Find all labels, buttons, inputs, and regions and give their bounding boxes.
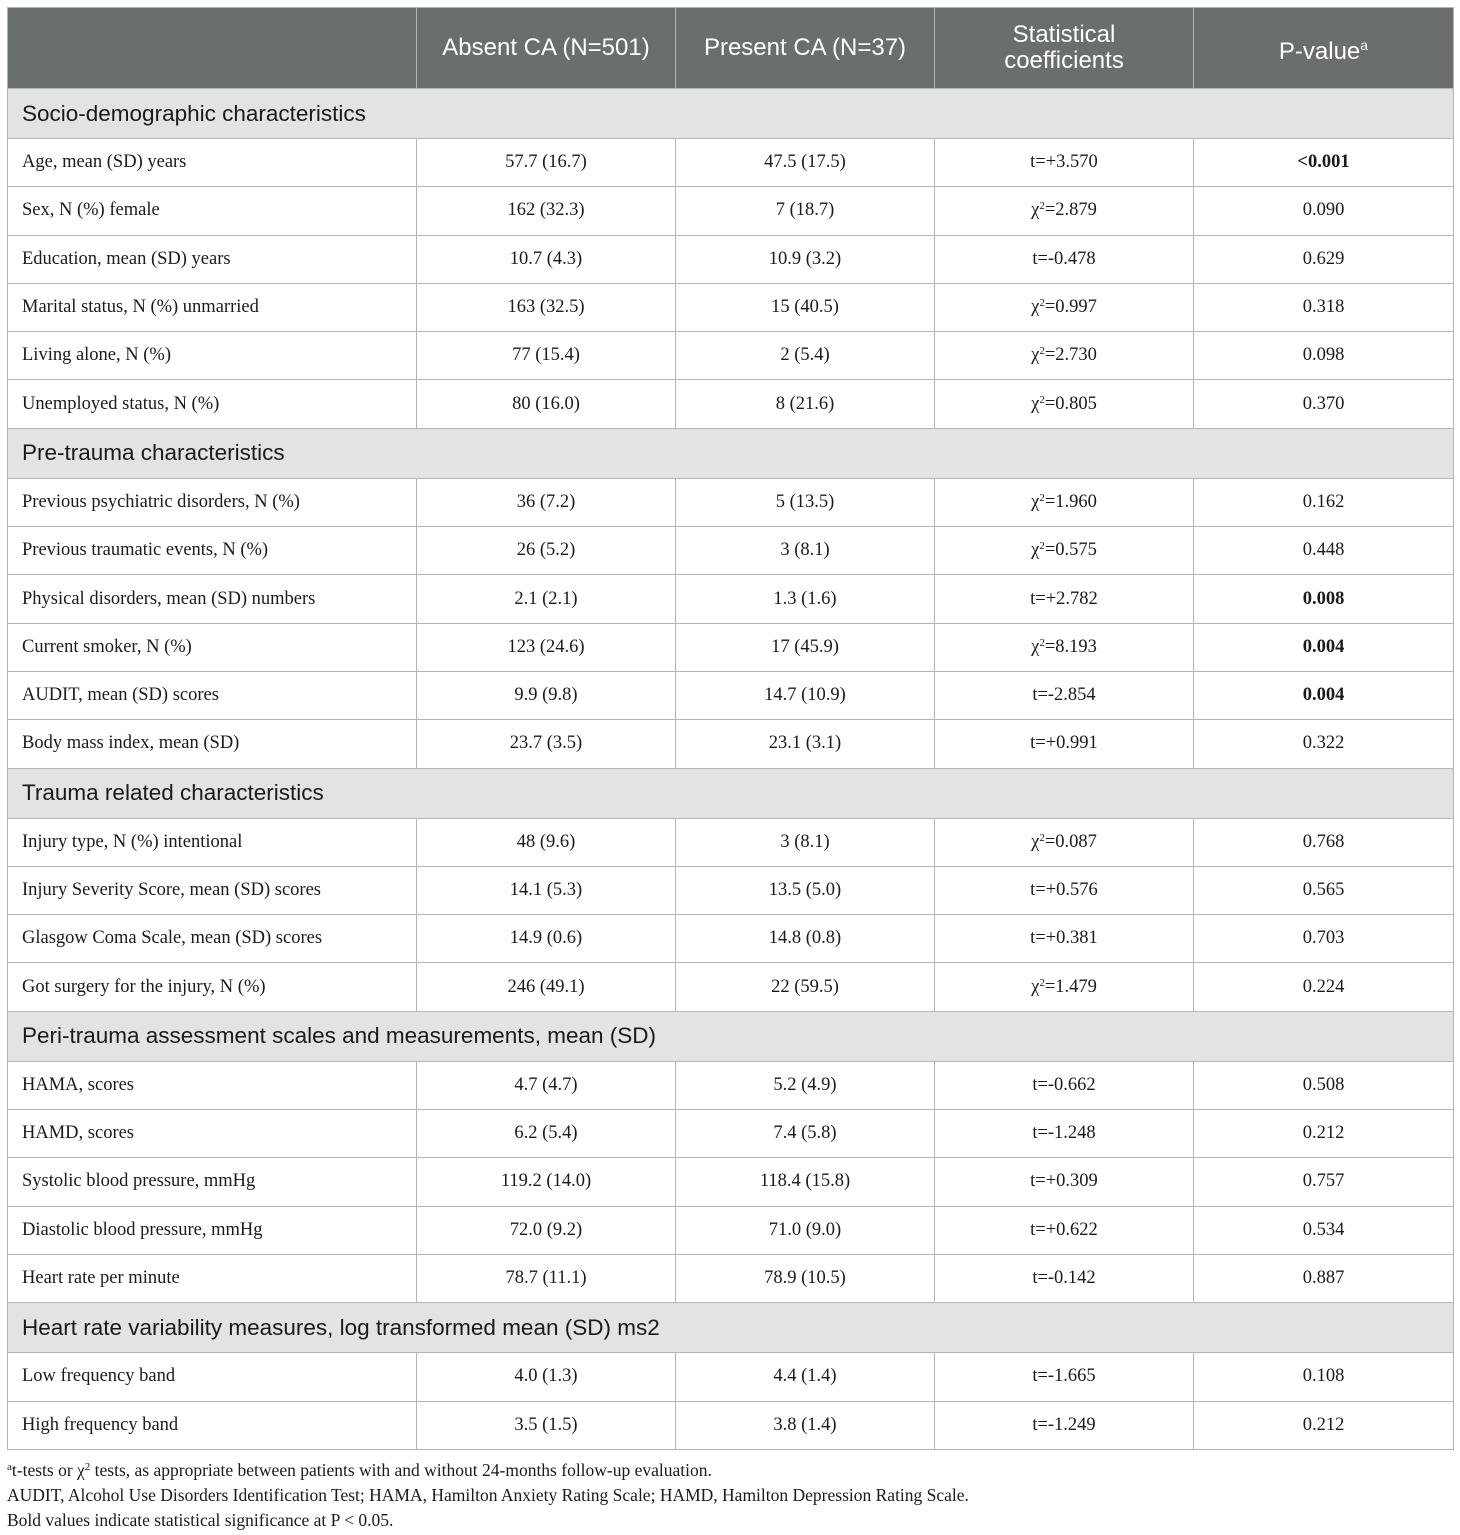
row-label: Physical disorders, mean (SD) numbers <box>8 575 417 623</box>
p-value: 0.508 <box>1194 1061 1454 1109</box>
stat-prefix: t= <box>1032 1414 1048 1435</box>
data-table <box>7 7 1454 1450</box>
table-row <box>8 380 1454 428</box>
stat-prefix: t= <box>1030 1171 1046 1192</box>
section-title: Pre-trauma characteristics <box>8 428 1454 478</box>
stat-value: -0.478 <box>1047 248 1096 269</box>
stat-value: +0.576 <box>1045 880 1098 900</box>
present-ca-value: 3.8 (1.4) <box>676 1401 935 1449</box>
row-label: Marital status, N (%) unmarried <box>8 283 417 331</box>
stat-prefix: t= <box>1032 1268 1048 1289</box>
statistical-coefficient <box>935 527 1194 575</box>
statistical-coefficient <box>935 1254 1194 1302</box>
absent-ca-value: 123 (24.6) <box>417 623 676 671</box>
present-ca-value: 4.4 (1.4) <box>676 1353 935 1401</box>
statistical-coefficient <box>935 623 1194 671</box>
p-value: 0.318 <box>1194 283 1454 331</box>
statistical-coefficient <box>935 963 1194 1011</box>
footnote-chi-sup: 2 <box>84 1460 91 1473</box>
stat-prefix: t= <box>1030 152 1046 173</box>
absent-ca-value: 14.1 (5.3) <box>417 866 676 914</box>
stat-value: +0.309 <box>1045 1171 1098 1192</box>
header-empty-cell <box>8 8 417 89</box>
footnote-abbreviations: AUDIT, Alcohol Use Disorders Identification Test; HAMA, Hamilton Anxiety Rating Scale; HAMD, Hamilton Depression Rating Scale. <box>7 1484 969 1505</box>
row-label: Previous traumatic events, N (%) <box>8 527 417 575</box>
stat-value: -1.248 <box>1047 1123 1096 1144</box>
statistical-coefficient <box>935 332 1194 380</box>
absent-ca-value: 23.7 (3.5) <box>417 720 676 768</box>
row-label: High frequency band <box>8 1401 417 1449</box>
table-row <box>8 963 1454 1011</box>
statistical-coefficient <box>935 1206 1194 1254</box>
present-ca-value: 7 (18.7) <box>676 187 935 235</box>
table-row <box>8 1254 1454 1302</box>
p-value: <0.001 <box>1194 139 1454 187</box>
stat-value: -2.854 <box>1047 685 1096 706</box>
absent-ca-value: 2.1 (2.1) <box>417 575 676 623</box>
stat-superscript: 2 <box>1039 636 1045 649</box>
stat-value: =1.960 <box>1044 491 1097 512</box>
table-row <box>8 575 1454 623</box>
stat-value: +0.991 <box>1045 733 1098 754</box>
p-value: 0.098 <box>1194 332 1454 380</box>
stat-value: =8.193 <box>1044 636 1097 657</box>
row-label: Current smoker, N (%) <box>8 623 417 671</box>
stat-prefix: t= <box>1030 588 1046 609</box>
absent-ca-value: 246 (49.1) <box>417 963 676 1011</box>
stat-prefix: χ <box>1031 393 1040 414</box>
stat-prefix: t= <box>1032 248 1048 269</box>
table-row <box>8 478 1454 526</box>
absent-ca-value: 57.7 (16.7) <box>417 139 676 187</box>
stat-value: =1.479 <box>1044 976 1097 997</box>
section-title: Trauma related characteristics <box>8 768 1454 818</box>
stat-value: =0.997 <box>1044 297 1097 318</box>
present-ca-value: 14.7 (10.9) <box>676 671 935 719</box>
p-value: 0.370 <box>1194 380 1454 428</box>
section-title: Peri-trauma assessment scales and measurements, mean (SD) <box>8 1011 1454 1061</box>
table-row <box>8 818 1454 866</box>
stat-value: -1.249 <box>1047 1414 1096 1435</box>
stat-prefix: χ <box>1031 491 1040 512</box>
statistical-coefficient <box>935 1353 1194 1401</box>
p-value: 0.757 <box>1194 1158 1454 1206</box>
section-header-row <box>8 768 1454 818</box>
p-value: 0.004 <box>1194 671 1454 719</box>
footnote-mark: a <box>7 1460 12 1473</box>
stat-superscript: 2 <box>1039 976 1045 989</box>
p-value: 0.703 <box>1194 915 1454 963</box>
row-label: Age, mean (SD) years <box>8 139 417 187</box>
p-value: 0.108 <box>1194 1353 1454 1401</box>
header-p-value <box>1194 8 1454 89</box>
row-label: Injury type, N (%) intentional <box>8 818 417 866</box>
row-label: Glasgow Coma Scale, mean (SD) scores <box>8 915 417 963</box>
table-document <box>7 7 1453 1533</box>
statistical-coefficient <box>935 187 1194 235</box>
stat-prefix: χ <box>1031 976 1040 997</box>
footnotes <box>7 1458 1453 1533</box>
row-label: Heart rate per minute <box>8 1254 417 1302</box>
absent-ca-value: 3.5 (1.5) <box>417 1401 676 1449</box>
present-ca-value: 5 (13.5) <box>676 478 935 526</box>
stat-prefix: t= <box>1032 1074 1048 1095</box>
p-value: 0.448 <box>1194 527 1454 575</box>
table-row <box>8 235 1454 283</box>
stat-prefix: χ <box>1031 345 1040 366</box>
absent-ca-value: 80 (16.0) <box>417 380 676 428</box>
stat-prefix: χ <box>1031 540 1040 561</box>
statistical-coefficient <box>935 1401 1194 1449</box>
p-value: 0.629 <box>1194 235 1454 283</box>
stat-prefix: χ <box>1031 831 1040 852</box>
stat-value: =0.087 <box>1044 831 1097 852</box>
row-label: HAMD, scores <box>8 1110 417 1158</box>
present-ca-value: 13.5 (5.0) <box>676 866 935 914</box>
table-body <box>8 89 1454 1450</box>
stat-prefix: t= <box>1032 685 1048 706</box>
row-label: Body mass index, mean (SD) <box>8 720 417 768</box>
row-label: AUDIT, mean (SD) scores <box>8 671 417 719</box>
absent-ca-value: 36 (7.2) <box>417 478 676 526</box>
section-header-row <box>8 428 1454 478</box>
present-ca-value: 78.9 (10.5) <box>676 1254 935 1302</box>
header-stat-line1: Statistical <box>1012 21 1116 48</box>
stat-prefix: χ <box>1031 200 1040 221</box>
present-ca-value: 15 (40.5) <box>676 283 935 331</box>
statistical-coefficient <box>935 866 1194 914</box>
absent-ca-value: 10.7 (4.3) <box>417 235 676 283</box>
table-row <box>8 671 1454 719</box>
statistical-coefficient <box>935 1110 1194 1158</box>
stat-value: +2.782 <box>1045 588 1098 609</box>
footnote-tests <box>7 1458 1453 1483</box>
present-ca-value: 5.2 (4.9) <box>676 1061 935 1109</box>
section-header-row <box>8 89 1454 139</box>
absent-ca-value: 78.7 (11.1) <box>417 1254 676 1302</box>
statistical-coefficient <box>935 478 1194 526</box>
stat-value: =2.730 <box>1044 345 1097 366</box>
stat-superscript: 2 <box>1039 831 1045 844</box>
absent-ca-value: 26 (5.2) <box>417 527 676 575</box>
present-ca-value: 3 (8.1) <box>676 818 935 866</box>
statistical-coefficient <box>935 235 1194 283</box>
section-title: Heart rate variability measures, log transformed mean (SD) ms2 <box>8 1303 1454 1353</box>
stat-prefix: t= <box>1030 880 1046 900</box>
table-row <box>8 283 1454 331</box>
statistical-coefficient <box>935 283 1194 331</box>
header-row <box>8 8 1454 89</box>
row-label: Education, mean (SD) years <box>8 235 417 283</box>
stat-prefix: t= <box>1032 1366 1048 1387</box>
p-value: 0.008 <box>1194 575 1454 623</box>
header-p-label: P-value <box>1278 37 1361 65</box>
table-row <box>8 915 1454 963</box>
stat-value: +0.381 <box>1045 928 1098 949</box>
table-row <box>8 139 1454 187</box>
stat-value: =0.805 <box>1044 393 1097 414</box>
footnote-tests-text-b: tests, as appropriate between patients with and without 24-months follow-up evaluation. <box>90 1459 712 1480</box>
header-present-ca: Present CA (N=37) <box>676 8 935 89</box>
table-row <box>8 332 1454 380</box>
present-ca-value: 10.9 (3.2) <box>676 235 935 283</box>
absent-ca-value: 4.7 (4.7) <box>417 1061 676 1109</box>
table-row <box>8 1061 1454 1109</box>
statistical-coefficient <box>935 818 1194 866</box>
stat-prefix: t= <box>1032 1123 1048 1144</box>
table-row <box>8 1158 1454 1206</box>
absent-ca-value: 72.0 (9.2) <box>417 1206 676 1254</box>
stat-superscript: 2 <box>1039 297 1045 310</box>
absent-ca-value: 77 (15.4) <box>417 332 676 380</box>
stat-superscript: 2 <box>1039 393 1045 406</box>
table-row <box>8 720 1454 768</box>
present-ca-value: 3 (8.1) <box>676 527 935 575</box>
p-value: 0.565 <box>1194 866 1454 914</box>
statistical-coefficient <box>935 575 1194 623</box>
table-row <box>8 866 1454 914</box>
stat-superscript: 2 <box>1039 345 1045 358</box>
stat-superscript: 2 <box>1039 491 1045 504</box>
stat-value: =0.575 <box>1044 540 1097 561</box>
present-ca-value: 118.4 (15.8) <box>676 1158 935 1206</box>
present-ca-value: 47.5 (17.5) <box>676 139 935 187</box>
stat-superscript: 2 <box>1039 540 1045 553</box>
present-ca-value: 14.8 (0.8) <box>676 915 935 963</box>
stat-value: -1.665 <box>1047 1366 1096 1387</box>
p-value: 0.162 <box>1194 478 1454 526</box>
p-value: 0.212 <box>1194 1401 1454 1449</box>
row-label: Living alone, N (%) <box>8 332 417 380</box>
footnote-tests-text-a: t-tests or χ <box>11 1459 85 1480</box>
row-label: Low frequency band <box>8 1353 417 1401</box>
table-row <box>8 1206 1454 1254</box>
statistical-coefficient <box>935 380 1194 428</box>
p-value: 0.322 <box>1194 720 1454 768</box>
table-row <box>8 623 1454 671</box>
section-title: Socio-demographic characteristics <box>8 89 1454 139</box>
p-value: 0.768 <box>1194 818 1454 866</box>
header-absent-ca: Absent CA (N=501) <box>417 8 676 89</box>
section-header-row <box>8 1303 1454 1353</box>
statistical-coefficient <box>935 720 1194 768</box>
present-ca-value: 17 (45.9) <box>676 623 935 671</box>
footnote-bold: Bold values indicate statistical significance at P < 0.05. <box>7 1509 394 1530</box>
stat-value: +0.622 <box>1045 1219 1098 1240</box>
absent-ca-value: 6.2 (5.4) <box>417 1110 676 1158</box>
p-value: 0.224 <box>1194 963 1454 1011</box>
statistical-coefficient <box>935 915 1194 963</box>
p-value: 0.090 <box>1194 187 1454 235</box>
stat-prefix: χ <box>1031 636 1040 657</box>
absent-ca-value: 162 (32.3) <box>417 187 676 235</box>
absent-ca-value: 163 (32.5) <box>417 283 676 331</box>
table-row <box>8 527 1454 575</box>
absent-ca-value: 9.9 (9.8) <box>417 671 676 719</box>
stat-prefix: χ <box>1031 297 1040 318</box>
stat-value: +3.570 <box>1045 152 1098 173</box>
header-p-footnote-mark: a <box>1360 36 1369 53</box>
statistical-coefficient <box>935 671 1194 719</box>
statistical-coefficient <box>935 1061 1194 1109</box>
statistical-coefficient <box>935 139 1194 187</box>
table-row <box>8 187 1454 235</box>
stat-prefix: t= <box>1030 1219 1046 1240</box>
section-header-row <box>8 1011 1454 1061</box>
row-label: HAMA, scores <box>8 1061 417 1109</box>
absent-ca-value: 119.2 (14.0) <box>417 1158 676 1206</box>
stat-prefix: t= <box>1030 733 1046 754</box>
stat-value: -0.662 <box>1047 1074 1096 1095</box>
p-value: 0.004 <box>1194 623 1454 671</box>
row-label: Previous psychiatric disorders, N (%) <box>8 478 417 526</box>
row-label: Unemployed status, N (%) <box>8 380 417 428</box>
present-ca-value: 1.3 (1.6) <box>676 575 935 623</box>
statistical-coefficient <box>935 1158 1194 1206</box>
present-ca-value: 23.1 (3.1) <box>676 720 935 768</box>
row-label: Systolic blood pressure, mmHg <box>8 1158 417 1206</box>
header-stat-line2: coefficients <box>1004 47 1124 74</box>
row-label: Injury Severity Score, mean (SD) scores <box>8 866 417 914</box>
stat-superscript: 2 <box>1039 200 1045 213</box>
present-ca-value: 2 (5.4) <box>676 332 935 380</box>
present-ca-value: 71.0 (9.0) <box>676 1206 935 1254</box>
present-ca-value: 22 (59.5) <box>676 963 935 1011</box>
header-statistical-coefficients <box>935 8 1194 89</box>
stat-prefix: t= <box>1030 928 1046 949</box>
present-ca-value: 7.4 (5.8) <box>676 1110 935 1158</box>
absent-ca-value: 48 (9.6) <box>417 818 676 866</box>
row-label: Got surgery for the injury, N (%) <box>8 963 417 1011</box>
stat-value: -0.142 <box>1047 1268 1096 1289</box>
absent-ca-value: 4.0 (1.3) <box>417 1353 676 1401</box>
p-value: 0.534 <box>1194 1206 1454 1254</box>
table-row <box>8 1353 1454 1401</box>
table-row <box>8 1401 1454 1449</box>
table-row <box>8 1110 1454 1158</box>
row-label: Diastolic blood pressure, mmHg <box>8 1206 417 1254</box>
p-value: 0.212 <box>1194 1110 1454 1158</box>
row-label: Sex, N (%) female <box>8 187 417 235</box>
p-value: 0.887 <box>1194 1254 1454 1302</box>
absent-ca-value: 14.9 (0.6) <box>417 915 676 963</box>
stat-value: =2.879 <box>1044 200 1097 221</box>
present-ca-value: 8 (21.6) <box>676 380 935 428</box>
